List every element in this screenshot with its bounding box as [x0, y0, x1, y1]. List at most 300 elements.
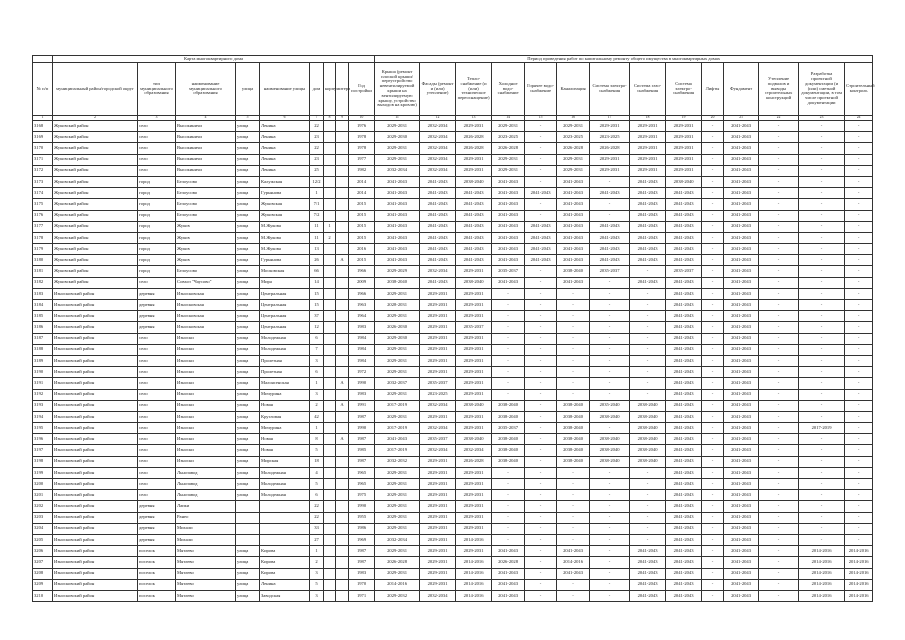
table-cell: - — [702, 221, 724, 232]
table-cell: 2014-2016 — [845, 568, 873, 579]
table-cell: - — [630, 523, 666, 534]
table-cell: 2038-2040 — [456, 400, 492, 411]
column-header: Система электро-снабжения — [590, 63, 630, 116]
table-cell: - — [492, 311, 525, 322]
table-cell: - — [525, 121, 557, 132]
table-cell: - — [759, 378, 799, 389]
table-cell: - — [845, 154, 873, 165]
table-cell: Износковская — [176, 300, 236, 311]
table-cell: 2029-2031 — [456, 423, 492, 434]
table-row — [33, 277, 873, 288]
table-cell: 2041-2043 — [666, 311, 702, 322]
table-cell: - — [557, 288, 590, 299]
table-cell: 18 — [310, 456, 324, 467]
table-cell: Молодежная — [260, 467, 310, 478]
table-cell — [336, 456, 349, 467]
table-cell: - — [845, 244, 873, 255]
table-cell: 13 — [310, 244, 324, 255]
table-cell: 2041-2043 — [590, 221, 630, 232]
table-cell — [336, 322, 349, 333]
table-cell: - — [799, 322, 845, 333]
table-cell: - — [525, 344, 557, 355]
table-cell: 2035-2037 — [590, 266, 630, 277]
table-cell: - — [845, 423, 873, 434]
table-cell: - — [525, 400, 557, 411]
table-cell — [336, 121, 349, 132]
table-cell: - — [590, 344, 630, 355]
table-cell: село — [138, 456, 176, 467]
table-cell: 2041-2043 — [724, 255, 759, 266]
table-cell: 2029-2031 — [456, 367, 492, 378]
table-cell: 2041-2043 — [666, 355, 702, 366]
table-cell: улица — [236, 344, 260, 355]
table-cell: Жуковский район — [53, 165, 138, 176]
table-cell: 2029-2029 — [375, 266, 420, 277]
table-cell: 2029-2031 — [375, 411, 420, 422]
table-cell: 2041-2043 — [724, 266, 759, 277]
table-cell: - — [590, 322, 630, 333]
table-cell: село — [138, 378, 176, 389]
table-cell: 2041-2043 — [492, 590, 525, 601]
table-cell — [324, 311, 336, 322]
table-cell: - — [702, 579, 724, 590]
column-header: Фундамент — [724, 63, 759, 116]
table-cell: 2038-2040 — [557, 400, 590, 411]
table-cell — [336, 266, 349, 277]
table-cell: 2032-2034 — [420, 445, 456, 456]
table-cell — [324, 434, 336, 445]
table-cell: Жуков — [176, 221, 236, 232]
table-cell: Молодежная — [260, 479, 310, 490]
table-cell: - — [799, 277, 845, 288]
table-cell: - — [590, 355, 630, 366]
table-cell: 2029-2031 — [456, 311, 492, 322]
table-cell: 2029-2031 — [420, 534, 456, 545]
table-cell: Жуковский район — [53, 277, 138, 288]
table-cell: Кирова — [260, 546, 310, 557]
table-cell: 2041-2043 — [724, 568, 759, 579]
table-cell: 2041-2043 — [420, 199, 456, 210]
table-cell: Белоусово — [176, 199, 236, 210]
table-cell: 3168 — [33, 121, 53, 132]
table-cell: - — [799, 534, 845, 545]
table-cell: - — [630, 288, 666, 299]
table-cell: - — [759, 255, 799, 266]
table-cell: 2041-2043 — [666, 322, 702, 333]
table-cell: - — [799, 288, 845, 299]
table-cell: - — [525, 534, 557, 545]
table-cell: Износковский район — [53, 322, 138, 333]
table-cell: село — [138, 445, 176, 456]
table-cell: 2014-2016 — [456, 590, 492, 601]
table-cell: - — [702, 322, 724, 333]
table-cell: улица — [236, 590, 260, 601]
table-cell: - — [759, 523, 799, 534]
table-cell: 1955 — [349, 512, 375, 523]
table-cell — [324, 579, 336, 590]
table-cell: - — [799, 176, 845, 187]
table-cell: - — [557, 300, 590, 311]
table-cell: Ленина — [260, 143, 310, 154]
table-cell: 2041-2043 — [666, 434, 702, 445]
table-cell: 1 — [310, 378, 324, 389]
table-cell: Износковский район — [53, 445, 138, 456]
table-cell — [336, 590, 349, 601]
table-cell: Малоясенская — [260, 378, 310, 389]
table-cell: село — [138, 277, 176, 288]
table-cell: 2035-2037 — [456, 322, 492, 333]
table-cell: 1982 — [349, 165, 375, 176]
table-cell: Износковский район — [53, 546, 138, 557]
table-cell: А — [336, 434, 349, 445]
table-cell: 2038-2040 — [630, 456, 666, 467]
table-cell: Износки — [176, 355, 236, 366]
table-cell: Износки — [176, 367, 236, 378]
table-row — [33, 210, 873, 221]
table-cell: - — [845, 445, 873, 456]
table-cell: 2029-2031 — [375, 154, 420, 165]
table-cell: улица — [236, 210, 260, 221]
table-cell: - — [630, 490, 666, 501]
capital-repair-schedule-table — [32, 55, 873, 602]
table-cell: 2032-2034 — [375, 165, 420, 176]
table-cell: село — [138, 479, 176, 490]
table-cell: - — [799, 266, 845, 277]
table-cell: 2041-2043 — [375, 255, 420, 266]
table-cell: 2041-2043 — [420, 232, 456, 243]
table-cell: 11 — [310, 232, 324, 243]
table-cell: деревня — [138, 322, 176, 333]
table-cell — [336, 523, 349, 534]
table-cell: - — [845, 355, 873, 366]
table-cell — [260, 501, 310, 512]
table-row — [33, 523, 873, 534]
table-cell: Жуковская — [260, 210, 310, 221]
table-cell: - — [525, 367, 557, 378]
table-cell — [236, 534, 260, 545]
table-cell: улица — [236, 311, 260, 322]
table-cell: - — [799, 523, 845, 534]
table-row — [33, 132, 873, 143]
table-cell: - — [525, 311, 557, 322]
table-cell: 2041-2043 — [724, 490, 759, 501]
table-row — [33, 154, 873, 165]
table-cell: - — [525, 277, 557, 288]
table-cell: Центральная — [260, 300, 310, 311]
table-cell: - — [845, 523, 873, 534]
table-cell: улица — [236, 322, 260, 333]
table-cell: 2029-2031 — [375, 467, 420, 478]
table-cell: 3174 — [33, 188, 53, 199]
table-cell: 2038-2040 — [630, 423, 666, 434]
table-cell: Жуковский район — [53, 210, 138, 221]
table-cell: - — [702, 165, 724, 176]
table-cell: улица — [236, 266, 260, 277]
column-number: 23 — [799, 116, 845, 121]
table-cell: 2041-2043 — [420, 221, 456, 232]
table-cell: 3186 — [33, 322, 53, 333]
column-number: 1 — [33, 116, 53, 121]
table-cell: 3176 — [33, 210, 53, 221]
table-cell — [324, 188, 336, 199]
table-cell: 2029-2031 — [420, 411, 456, 422]
table-cell: - — [759, 434, 799, 445]
table-cell: 2041-2043 — [492, 579, 525, 590]
table-cell: село — [138, 423, 176, 434]
table-cell: - — [557, 534, 590, 545]
column-header: Канализация — [557, 63, 590, 116]
table-cell: 2041-2043 — [630, 579, 666, 590]
table-cell — [236, 512, 260, 523]
table-cell: 2014-2016 — [845, 557, 873, 568]
table-cell: 2029-2031 — [420, 311, 456, 322]
table-cell: - — [590, 557, 630, 568]
table-cell: - — [702, 199, 724, 210]
table-cell: 2041-2043 — [666, 344, 702, 355]
table-cell: - — [845, 311, 873, 322]
column-number: 20 — [702, 116, 724, 121]
table-cell: 2041-2043 — [666, 333, 702, 344]
table-cell: село — [138, 154, 176, 165]
table-cell: 1969 — [349, 534, 375, 545]
table-cell: - — [525, 199, 557, 210]
table-cell: 2041-2043 — [666, 579, 702, 590]
table-cell: 3195 — [33, 423, 53, 434]
column-number: 18 — [630, 116, 666, 121]
table-cell: 2026-2028 — [492, 557, 525, 568]
table-cell: 2038-2040 — [630, 434, 666, 445]
table-cell: Износковский район — [53, 579, 138, 590]
table-row — [33, 479, 873, 490]
table-cell — [336, 367, 349, 378]
table-cell: - — [630, 467, 666, 478]
table-cell — [336, 479, 349, 490]
table-cell: 2041-2043 — [666, 479, 702, 490]
table-cell: 3179 — [33, 244, 53, 255]
table-cell: Мятлево — [176, 557, 236, 568]
table-cell: 2029-2031 — [492, 121, 525, 132]
table-cell: 2041-2043 — [666, 411, 702, 422]
table-row — [33, 188, 873, 199]
table-cell: - — [590, 210, 630, 221]
table-cell: 2041-2043 — [724, 546, 759, 557]
table-cell: Износковский район — [53, 434, 138, 445]
table-cell: - — [799, 188, 845, 199]
table-cell: 2041-2043 — [630, 590, 666, 601]
table-row — [33, 445, 873, 456]
table-cell: - — [492, 389, 525, 400]
table-cell: 2041-2043 — [666, 512, 702, 523]
table-cell: - — [702, 255, 724, 266]
table-cell: 2041-2043 — [492, 568, 525, 579]
table-cell — [324, 590, 336, 601]
table-cell: - — [492, 501, 525, 512]
table-cell: - — [759, 367, 799, 378]
table-cell: 2041-2043 — [375, 188, 420, 199]
table-cell: 2014-2016 — [799, 557, 845, 568]
table-cell: Износки — [176, 400, 236, 411]
table-cell: Жуков — [176, 255, 236, 266]
table-cell — [324, 411, 336, 422]
table-cell: - — [702, 355, 724, 366]
table-cell: поселок — [138, 546, 176, 557]
table-cell: 2041-2043 — [492, 244, 525, 255]
table-cell: деревня — [138, 288, 176, 299]
table-cell: Жуковский район — [53, 255, 138, 266]
table-cell: - — [525, 322, 557, 333]
table-cell: улица — [236, 232, 260, 243]
table-cell: 2041-2043 — [590, 232, 630, 243]
table-cell: село — [138, 400, 176, 411]
table-cell: 1975 — [349, 490, 375, 501]
table-cell: - — [759, 501, 799, 512]
table-cell: 2041-2043 — [630, 255, 666, 266]
table-cell: 1 — [310, 423, 324, 434]
table-cell: деревня — [138, 523, 176, 534]
table-cell: - — [525, 434, 557, 445]
table-cell: - — [525, 568, 557, 579]
table-cell: 2029-2031 — [456, 467, 492, 478]
table-cell: Ленина — [260, 579, 310, 590]
header-spacer — [33, 56, 53, 63]
table-cell: Жуковский район — [53, 132, 138, 143]
table-cell — [324, 546, 336, 557]
table-cell: - — [702, 266, 724, 277]
table-cell: - — [590, 176, 630, 187]
table-cell: 2038-2040 — [630, 411, 666, 422]
table-cell: Высокиничи — [176, 143, 236, 154]
table-cell: - — [845, 199, 873, 210]
table-cell: 2029-2030 — [375, 333, 420, 344]
table-cell: 7/2 — [310, 210, 324, 221]
table-cell: 2014-2016 — [375, 579, 420, 590]
table-cell: - — [759, 311, 799, 322]
table-cell: улица — [236, 244, 260, 255]
table-cell: улица — [236, 546, 260, 557]
column-header: Горячее водо-снабжение — [525, 63, 557, 116]
table-cell: 2041-2043 — [492, 255, 525, 266]
table-cell: - — [799, 344, 845, 355]
table-cell: 2041-2043 — [724, 132, 759, 143]
table-cell: 2029-2031 — [666, 143, 702, 154]
table-cell: Износковская — [176, 311, 236, 322]
table-cell: - — [630, 512, 666, 523]
table-cell: - — [845, 344, 873, 355]
table-cell: 1 — [310, 546, 324, 557]
table-cell: - — [759, 210, 799, 221]
table-cell: 2038-2040 — [590, 456, 630, 467]
table-cell: - — [845, 255, 873, 266]
table-cell: 1972 — [349, 367, 375, 378]
table-cell: Износки — [176, 434, 236, 445]
column-header: литера — [336, 63, 349, 116]
table-cell: - — [799, 389, 845, 400]
table-cell: Высокиничи — [176, 154, 236, 165]
table-cell — [336, 199, 349, 210]
table-cell: - — [590, 467, 630, 478]
table-cell: - — [525, 132, 557, 143]
table-cell: - — [557, 367, 590, 378]
table-row — [33, 344, 873, 355]
table-cell: - — [590, 277, 630, 288]
table-cell: - — [702, 534, 724, 545]
table-cell: 27 — [310, 534, 324, 545]
table-cell: 2029-2031 — [557, 154, 590, 165]
table-cell: - — [759, 165, 799, 176]
table-cell: 2041-2043 — [666, 423, 702, 434]
table-cell: 2041-2043 — [492, 232, 525, 243]
table-cell: - — [759, 244, 799, 255]
table-cell: 2041-2043 — [666, 389, 702, 400]
table-cell: улица — [236, 188, 260, 199]
table-cell: 2038-2040 — [666, 176, 702, 187]
table-cell: 2041-2043 — [375, 232, 420, 243]
table-cell: 23 — [310, 132, 324, 143]
table-cell — [324, 176, 336, 187]
table-cell — [324, 288, 336, 299]
table-cell: Мичурина — [260, 423, 310, 434]
table-cell: - — [845, 277, 873, 288]
table-cell: Мятлево — [176, 568, 236, 579]
table-cell: 2017-2019 — [375, 400, 420, 411]
table-cell — [324, 355, 336, 366]
table-cell: 1987 — [349, 546, 375, 557]
table-cell: Износки — [176, 456, 236, 467]
table-cell: 2014-2016 — [799, 579, 845, 590]
table-cell: 2 — [310, 400, 324, 411]
table-cell: 2029-2031 — [375, 367, 420, 378]
table-cell: Новая — [260, 445, 310, 456]
table-cell: 2041-2043 — [557, 199, 590, 210]
table-cell: 3187 — [33, 333, 53, 344]
table-cell: - — [492, 344, 525, 355]
table-cell: - — [759, 456, 799, 467]
table-cell: Белоусово — [176, 210, 236, 221]
column-header: дом — [310, 63, 324, 116]
table-cell: 2041-2043 — [492, 188, 525, 199]
table-cell: - — [557, 389, 590, 400]
table-cell: Московская — [260, 266, 310, 277]
table-cell: 3196 — [33, 434, 53, 445]
table-cell: поселок — [138, 557, 176, 568]
table-cell: 2029-2031 — [630, 165, 666, 176]
table-cell: 2041-2043 — [724, 288, 759, 299]
table-cell: улица — [236, 143, 260, 154]
table-cell: Износковский район — [53, 389, 138, 400]
table-cell: 5 — [310, 445, 324, 456]
table-cell: 2041-2043 — [456, 221, 492, 232]
table-cell: 2029-2031 — [456, 266, 492, 277]
table-row — [33, 311, 873, 322]
table-cell — [336, 512, 349, 523]
table-cell: 2038-2040 — [456, 277, 492, 288]
table-cell: 3190 — [33, 367, 53, 378]
table-cell: 2041-2043 — [666, 199, 702, 210]
table-cell: 2041-2043 — [724, 501, 759, 512]
table-cell: - — [590, 378, 630, 389]
table-cell: 2038-2040 — [630, 445, 666, 456]
table-cell: 2041-2043 — [557, 568, 590, 579]
table-cell: - — [845, 434, 873, 445]
table-cell: Центральная — [260, 322, 310, 333]
table-cell: 2041-2043 — [724, 523, 759, 534]
table-cell: - — [525, 501, 557, 512]
table-cell: - — [630, 501, 666, 512]
table-cell: город — [138, 255, 176, 266]
table-cell: 37 — [310, 311, 324, 322]
table-cell: Жуковский район — [53, 121, 138, 132]
table-cell: - — [630, 534, 666, 545]
